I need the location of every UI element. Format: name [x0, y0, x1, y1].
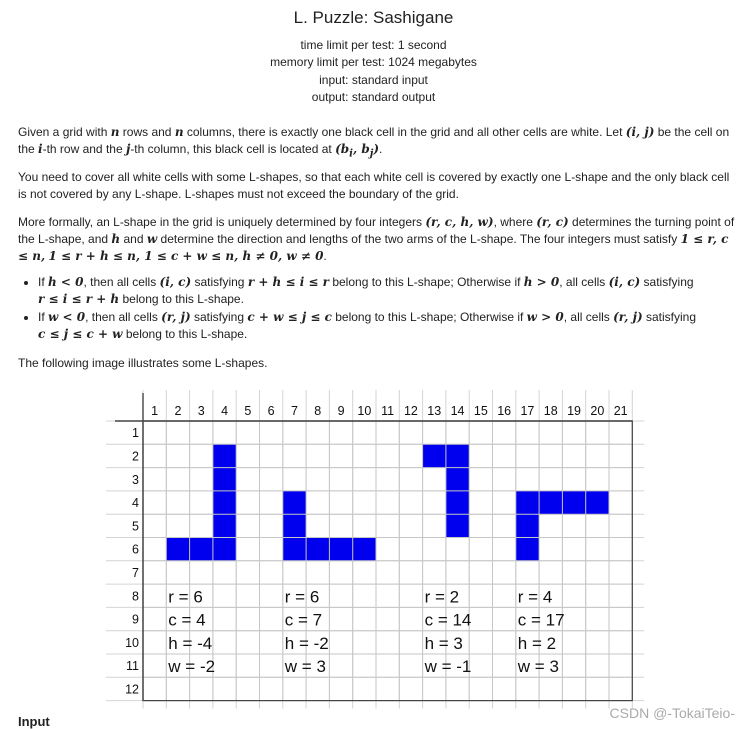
section-input-heading: Input	[18, 714, 50, 729]
rule-h: • If h < 0, then all cells (i, c) satisfying r + h ≤ i ≤ r belong to this L-shape; Otherwise if h > 0, all cells (i, c) satisfying r ≤ i ≤ r + h belong to this L-shape.	[38, 274, 747, 308]
shape-cell	[190, 538, 213, 561]
column-label: 11	[381, 404, 395, 418]
rule-w: • If w < 0, then all cells (r, j) satisfying c + w ≤ j ≤ c belong to this L-shape; Otherwise if w > 0, all cells (r, j) satisfying c ≤ j ≤ c + w belong to this L-shape.	[38, 309, 747, 343]
shape-cell	[446, 491, 469, 514]
shape-annotation: h = 2	[517, 633, 557, 653]
row-label: 6	[132, 542, 139, 557]
shape-annotation: c = 4	[168, 610, 206, 630]
shape-annotation: h = -2	[284, 633, 329, 653]
column-label: 19	[567, 404, 582, 418]
row-label: 8	[132, 589, 139, 604]
column-label: 8	[314, 404, 322, 418]
column-label: 5	[244, 404, 252, 418]
shape-annotation: w = 3	[517, 657, 559, 677]
column-label: 20	[590, 404, 605, 418]
column-label: 6	[267, 404, 275, 418]
l-shapes-figure	[100, 386, 650, 711]
statement-paragraph-1: Given a grid with n rows and n columns, there is exactly one black cell in the grid and all other cells are white. Let (i, j) be the cell on the i-th row and the j-th column, this black cell is located at ($b_i$, $b_j$).	[18, 125, 730, 160]
statement-paragraph-3: More formally, an L-shape in the grid is uniquely determined by four integers (r, c, h, w), where (r, c) determines the turning point of the L-shape, and h and w determine the direction and lengths of the two arms of the L-shape. The four integers must satisfy 1 ≤ r, c ≤ n, 1 ≤ r + h ≤ n, 1 ≤ c + w ≤ n, h ≠ 0, w ≠ 0.	[18, 215, 735, 263]
shape-cell	[423, 444, 446, 467]
shape-cell	[446, 514, 469, 537]
shape-annotation: w = -1	[424, 657, 472, 677]
shape-annotation: w = -2	[168, 657, 216, 677]
row-label: 4	[132, 496, 139, 511]
shape-annotation: r = 4	[517, 587, 553, 607]
column-label: 1	[151, 404, 159, 418]
shape-annotation: r = 2	[424, 587, 460, 607]
shape-annotation: c = 14	[424, 610, 472, 630]
shape-cell	[166, 538, 189, 561]
shape-cell	[213, 538, 236, 561]
column-label: 3	[197, 404, 205, 418]
shape-cell	[562, 491, 585, 514]
rules-list	[18, 274, 747, 344]
column-label: 16	[497, 404, 512, 418]
column-label: 10	[357, 404, 372, 418]
row-label: 7	[132, 565, 139, 580]
column-label: 9	[337, 404, 345, 418]
memory-limit: memory limit per test: 1024 megabytes	[270, 55, 477, 70]
row-label: 9	[132, 612, 139, 627]
problem-title: L. Puzzle: Sashigane	[293, 8, 454, 27]
shape-cell	[446, 468, 469, 491]
shape-cell	[539, 491, 562, 514]
shape-cell	[446, 444, 469, 467]
row-label: 1	[132, 426, 139, 441]
shape-cell	[283, 491, 306, 514]
shape-cell	[329, 538, 352, 561]
statement-paragraph-4: The following image illustrates some L-shapes.	[18, 356, 268, 370]
column-label: 21	[613, 404, 628, 418]
output-spec: output: standard output	[311, 89, 436, 104]
row-label: 3	[132, 472, 139, 487]
watermark: CSDN @-TokaiTeio-	[609, 705, 735, 721]
shape-annotation: r = 6	[168, 587, 203, 607]
shape-cell	[306, 538, 329, 561]
column-label: 7	[290, 404, 298, 418]
row-label: 12	[125, 682, 139, 697]
shape-cell	[586, 491, 609, 514]
input-spec: input: standard input	[319, 72, 428, 87]
column-label: 13	[427, 404, 442, 418]
shape-annotation: h = 3	[424, 633, 463, 653]
shape-cell	[516, 491, 539, 514]
row-label: 11	[126, 659, 139, 674]
shape-annotation: w = 3	[284, 657, 326, 677]
shape-cell	[516, 538, 539, 561]
row-label: 2	[132, 449, 139, 464]
column-label: 17	[520, 404, 535, 418]
shape-annotation: r = 6	[284, 587, 320, 607]
shape-annotation: c = 17	[517, 610, 565, 630]
shape-cell	[213, 444, 236, 467]
row-label: 10	[125, 635, 139, 650]
shape-cell	[213, 514, 236, 537]
time-limit: time limit per test: 1 second	[300, 38, 447, 52]
column-label: 2	[174, 404, 182, 418]
column-label: 15	[473, 404, 488, 418]
column-label: 14	[450, 404, 465, 418]
shape-cell	[213, 468, 236, 491]
shape-cell	[283, 514, 306, 537]
shape-cell	[516, 514, 539, 537]
shape-cell	[353, 538, 376, 561]
column-label: 12	[403, 404, 418, 418]
shape-annotation: h = -4	[168, 633, 213, 653]
shape-annotation: c = 7	[284, 610, 323, 630]
column-label: 4	[221, 404, 229, 418]
column-label: 18	[543, 404, 558, 418]
statement-paragraph-2: You need to cover all white cells with some L-shapes, so that each white cell is covered by exactly one L-shape and the only black cell is not covered by any L-shape. L-shapes must not exceed the boundary of the grid.	[18, 170, 730, 201]
row-label: 5	[132, 519, 139, 534]
problem-limits	[0, 37, 747, 106]
shape-cell	[213, 491, 236, 514]
shape-cell	[283, 538, 306, 561]
